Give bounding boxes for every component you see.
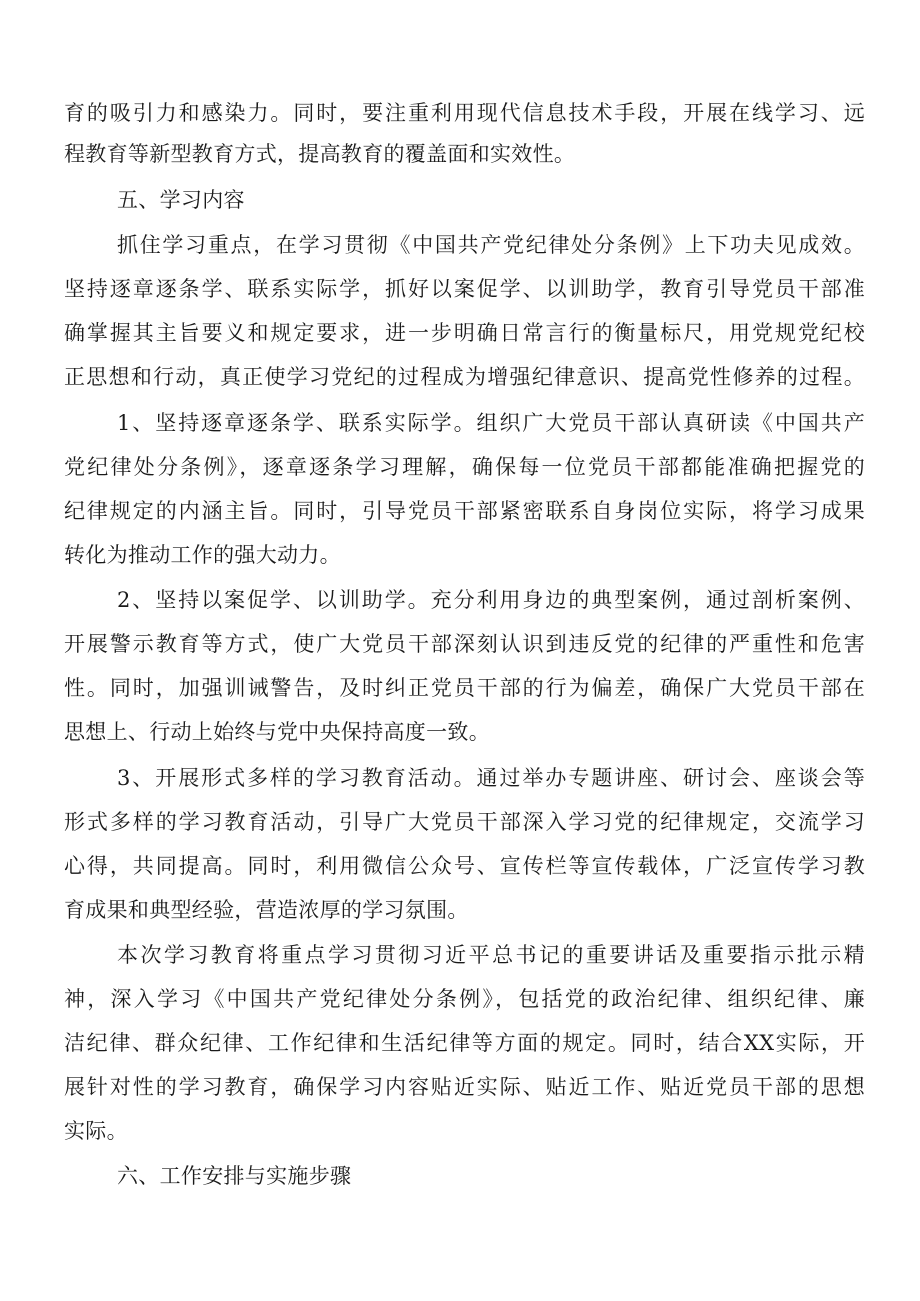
text-line: 洁纪律、群众纪律、工作纪律和生活纪律等方面的规定。同时，结合XX实际，开 — [64, 1031, 865, 1055]
list-item-1-line: 纪律规定的内涵主旨。同时，引导党员干部紧密联系自身岗位实际，将学习成果 — [64, 499, 865, 523]
text-line: 展针对性的学习教育，确保学习内容贴近实际、贴近工作、贴近党员干部的思想 — [64, 1075, 865, 1099]
text-line: 正思想和行动，真正使学习党纪的过程成为增强纪律意识、提高党性修养的过程。 — [64, 365, 865, 389]
text-line: 抓住学习重点，在学习贯彻《中国共产党纪律处分条例》上下功夫见成效。 — [117, 233, 865, 257]
list-item-1-line: 1、坚持逐章逐条学、联系实际学。组织广大党员干部认真研读《中国共产 — [117, 411, 865, 435]
text-line: 实际。 — [64, 1119, 128, 1143]
text-line: 程教育等新型教育方式，提高教育的覆盖面和实效性。 — [64, 142, 576, 166]
text-line: 确掌握其主旨要义和规定要求，进一步明确日常言行的衡量标尺，用党规党纪校 — [64, 321, 865, 345]
list-item-2-line: 思想上、行动上始终与党中央保持高度一致。 — [64, 720, 490, 744]
list-item-1-line: 转化为推动工作的强大动力。 — [64, 543, 341, 567]
section-heading-5: 五、学习内容 — [117, 188, 245, 212]
text-line: 本次学习教育将重点学习贯彻习近平总书记的重要讲话及重要指示批示精 — [117, 943, 865, 967]
text-line: 坚持逐章逐条学、联系实际学，抓好以案促学、以训助学，教育引导党员干部准 — [64, 277, 865, 301]
text-line: 育的吸引力和感染力。同时，要注重利用现代信息技术手段，开展在线学习、远 — [64, 101, 865, 125]
list-item-2-line: 性。同时，加强训诫警告，及时纠正党员干部的行为偏差，确保广大党员干部在 — [64, 676, 865, 700]
list-item-3-line: 3、开展形式多样的学习教育活动。通过举办专题讲座、研讨会、座谈会等 — [117, 766, 865, 790]
list-item-2-line: 2、坚持以案促学、以训助学。充分利用身边的典型案例，通过剖析案例、 — [117, 588, 865, 612]
list-item-1-line: 党纪律处分条例》，逐章逐条学习理解，确保每一位党员干部都能准确把握党的 — [64, 455, 865, 479]
list-item-2-line: 开展警示教育等方式，使广大党员干部深刻认识到违反党的纪律的严重性和危害 — [64, 632, 865, 656]
list-item-3-line: 育成果和典型经验，营造浓厚的学习氛围。 — [64, 898, 469, 922]
section-heading-6: 六、工作安排与实施步骤 — [117, 1164, 352, 1188]
text-line: 神，深入学习《中国共产党纪律处分条例》，包括党的政治纪律、组织纪律、廉 — [64, 987, 865, 1011]
list-item-3-line: 形式多样的学习教育活动，引导广大党员干部深入学习党的纪律规定，交流学习 — [64, 810, 865, 834]
list-item-3-line: 心得，共同提高。同时，利用微信公众号、宣传栏等宣传载体，广泛宣传学习教 — [64, 854, 865, 878]
